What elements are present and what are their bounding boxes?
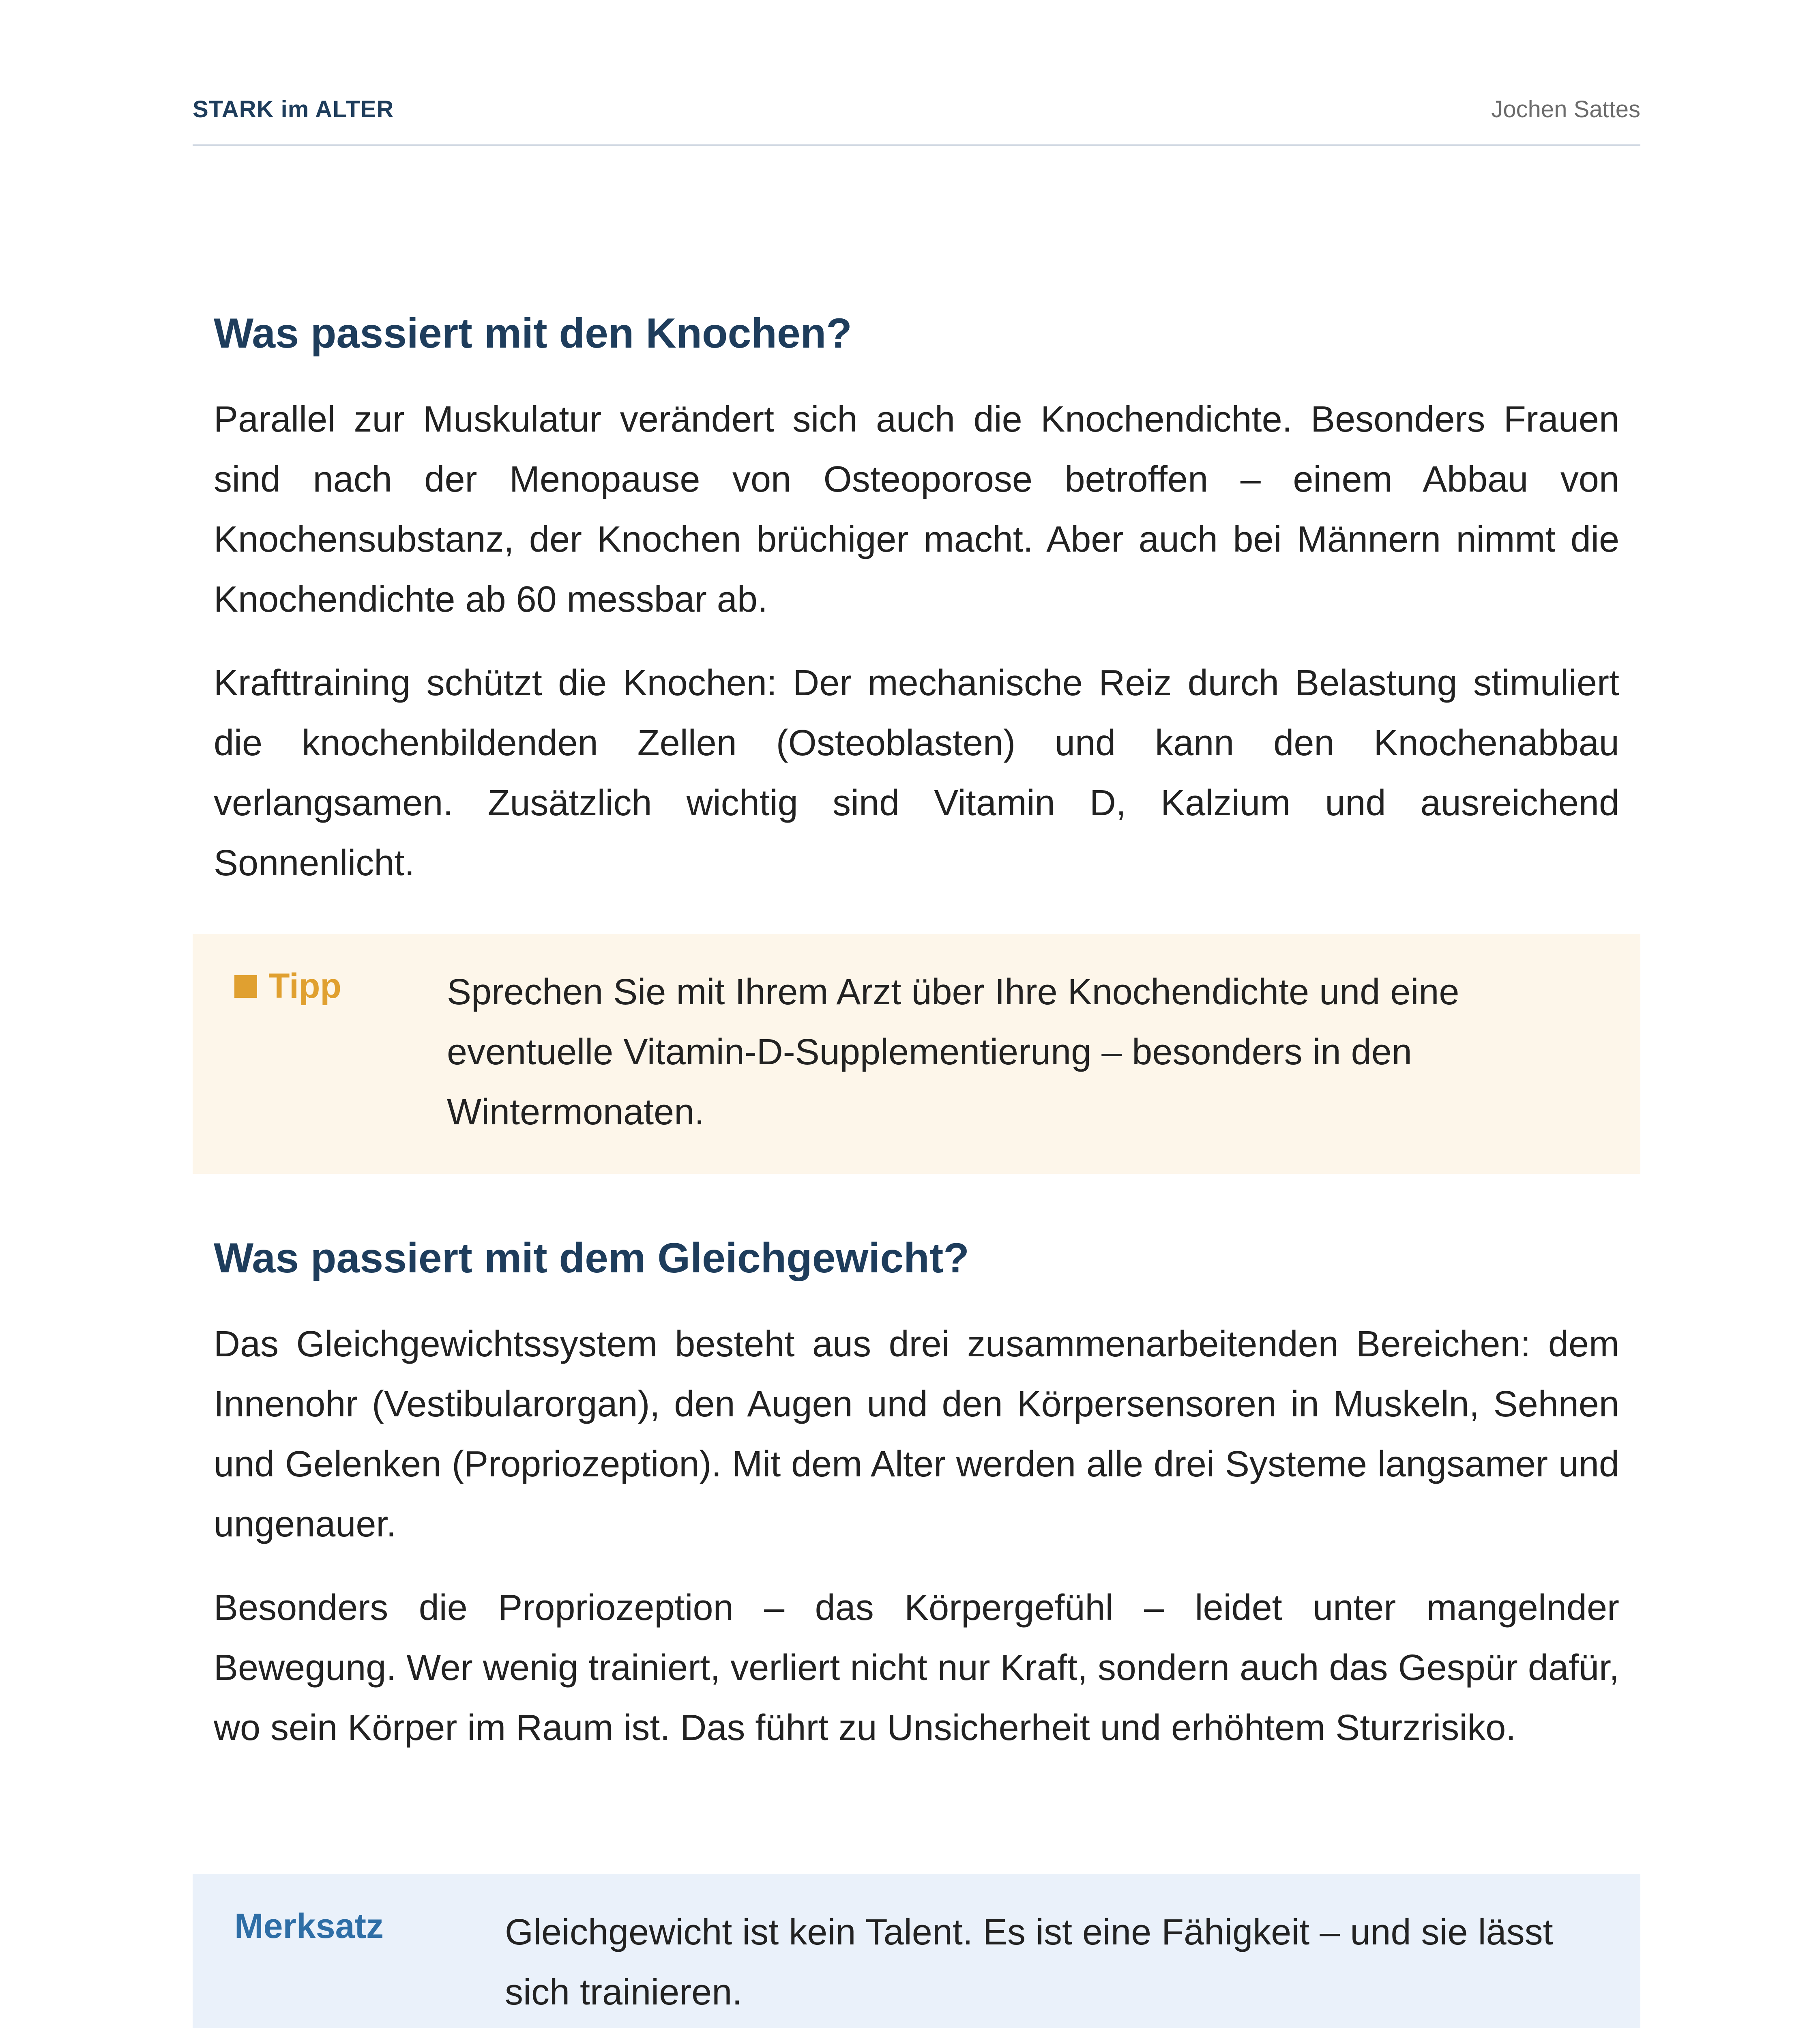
tip-label-text: Tipp — [268, 967, 341, 1005]
tip-box — [193, 934, 1640, 1174]
book-title: STARK im ALTER — [193, 96, 394, 122]
merksatz-box — [193, 1874, 1640, 2028]
tip-text: Sprechen Sie mit Ihrem Arzt über Ihre Knochendichte und eine eventuelle Vitamin-D-Supplementierung – besonders in den Wintermonaten. — [447, 972, 1459, 1132]
square-icon — [234, 975, 257, 998]
paragraph: Parallel zur Muskulatur verändert sich auch die Knochendichte. Besonders Frauen sind nach der Menopause von Osteoporose betroffen – einem Abbau von Knochensubstanz, der Knochen brüchiger macht. Aber auch bei Männern nimmt die Knochendichte ab 60 messbar ab. — [214, 399, 1619, 620]
section-heading-balance: Was passiert mit dem Gleichgewicht? — [214, 1235, 969, 1282]
section-heading-bones: Was passiert mit den Knochen? — [214, 310, 852, 357]
page-header — [193, 96, 1640, 146]
author-name: Jochen Sattes — [1491, 96, 1640, 122]
paragraph: Besonders die Propriozeption – das Körpergefühl – leidet unter mangelnder Bewegung. Wer wenig trainiert, verliert nicht nur Kraft, sondern auch das Gespür dafür, wo sein Körper im Raum ist. Das führt zu Unsicherheit und erhöhtem Sturzrisiko. — [214, 1588, 1619, 1748]
paragraph: Das Gleichgewichtssystem besteht aus drei zusammenarbeitenden Bereichen: dem Innenohr (Vestibularorgan), den Augen und den Körpersensoren in Muskeln, Sehnen und Gelenken (Propriozeption). Mit dem Alter werden alle drei Systeme langsamer und ungenauer. — [214, 1324, 1619, 1545]
merksatz-label: Merksatz — [234, 1907, 384, 1946]
tip-label — [234, 966, 341, 1006]
paragraph: Krafttraining schützt die Knochen: Der mechanische Reiz durch Belastung stimuliert die knochenbildenden Zellen (Osteoblasten) und kann den Knochenabbau verlangsamen. Zusätzlich wichtig sind Vitamin D, Kalzium und ausreichend Sonnenlicht. — [214, 663, 1619, 883]
merksatz-text: Gleichgewicht ist kein Talent. Es ist eine Fähigkeit – und sie lässt sich trainieren. — [505, 1912, 1553, 2013]
